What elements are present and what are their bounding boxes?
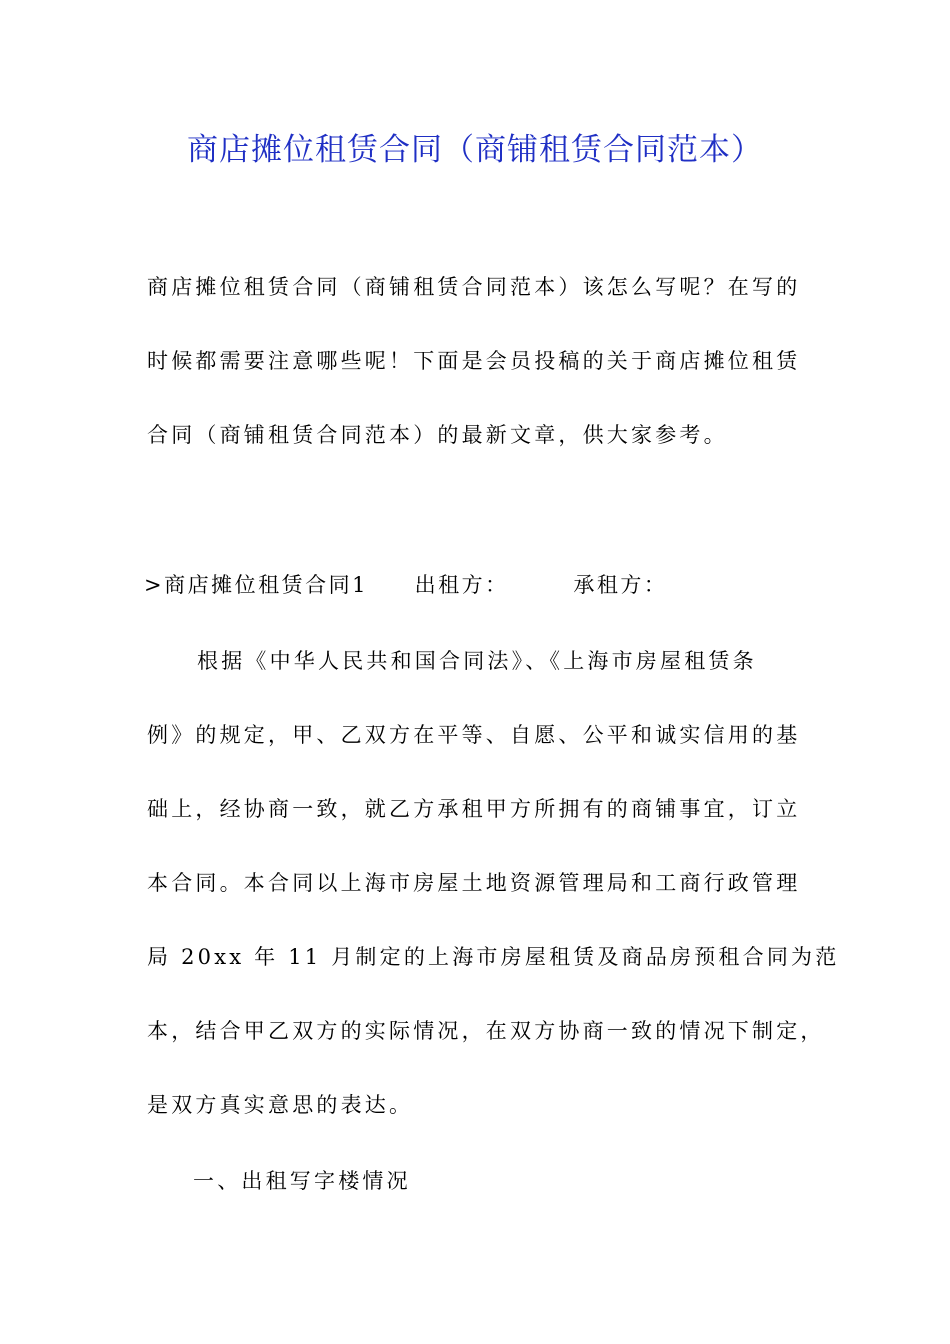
contract-heading bbox=[144, 548, 667, 622]
contract-body-paragraph bbox=[147, 624, 840, 1142]
section-heading: 一、出租写字楼情况 bbox=[193, 1169, 411, 1193]
intro-paragraph bbox=[147, 250, 807, 472]
body-line: 本，结合甲乙双方的实际情况，在双方协商一致的情况下制定， bbox=[147, 1019, 825, 1043]
body-line: 是双方真实意思的表达。 bbox=[147, 1093, 414, 1117]
body-line: 局 20xx 年 11 月制定的上海市房屋租赁及商品房预租合同为范 bbox=[147, 945, 840, 969]
lessee-label: 承租方： bbox=[573, 573, 668, 597]
document-title: 商店摊位租赁合同（商铺租赁合同范本） bbox=[187, 132, 763, 168]
body-line: 根据《中华人民共和国合同法》、《上海市房屋租赁条 bbox=[197, 649, 757, 673]
lessor-label: 出租方： bbox=[414, 573, 509, 597]
intro-line: 时候都需要注意哪些呢！下面是会员投稿的关于商店摊位租赁 bbox=[147, 349, 801, 373]
contract-name: >商店摊位租赁合同1 bbox=[144, 573, 368, 597]
body-line: 例》的规定，甲、乙双方在平等、自愿、公平和诚实信用的基 bbox=[147, 723, 801, 747]
body-line: 础上，经协商一致，就乙方承租甲方所拥有的商铺事宜，订立 bbox=[147, 797, 801, 821]
intro-line: 合同（商铺租赁合同范本）的最新文章，供大家参考。 bbox=[147, 423, 728, 447]
intro-line: 商店摊位租赁合同（商铺租赁合同范本）该怎么写呢？在写的 bbox=[147, 275, 801, 299]
body-line: 本合同。本合同以上海市房屋土地资源管理局和工商行政管理 bbox=[147, 871, 801, 895]
